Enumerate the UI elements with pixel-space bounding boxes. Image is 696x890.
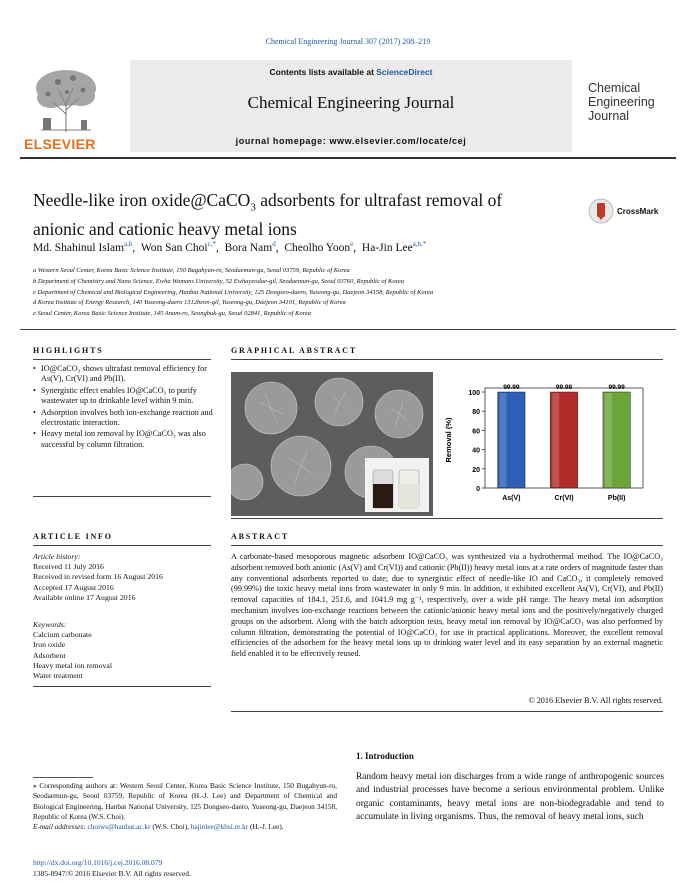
author-affil-marker[interactable]: a,b,* <box>412 240 427 248</box>
graphical-abstract-heading: GRAPHICAL ABSTRACT <box>231 346 357 355</box>
divider <box>231 518 663 519</box>
header-divider <box>20 157 676 159</box>
author-list: Md. Shahinul Islam$^{a,b}$, Won San Choi$^{c,*}$, Bora Nam$^d$, Cheolho Yoon$^e$, Ha-Jin Lee$^{a,b,*}$ <box>33 240 427 254</box>
bar-highlight <box>500 393 507 487</box>
highlights-list <box>33 364 213 451</box>
x-tick-label: As(V) <box>502 495 521 502</box>
highlight-item: • IO@CaCO₃ shows ultrafast removal efficiency for As(V), Cr(VI) and Pb(II). <box>33 364 213 385</box>
author-affil-marker[interactable]: a,b <box>124 240 133 248</box>
article-info-heading: ARTICLE INFO <box>33 532 113 541</box>
author-affil-marker[interactable]: e <box>350 240 354 248</box>
abstract-text: A carbonate-based mesoporous magnetic adsorbent IO@CaCO₃ was synthesized via a hydrothermal method. The IO@CaCO₃ adsorbent removed both anionic (As(V) and Cr(VI)) and cationic (Pb(II)) heavy metal ions at a rate orders of magnitude faster than any conventional adsorbents reported to date; due to synergistic effect of needle-like IO and CaCO₃, it completely removed (99.99%) the toxic heavy metal ions from wastewater in only 9 min. In addition, it exhibited excellent As(V), Cr(VI), and Pb(II) removal capacities of 184.1, 251.6, and 1041.9 mg g⁻¹, respectively, over a wide pH range. The heavy metal ion adsorption mechanism involves ion-exchange reactions between the cationic/anionic heavy metal ions and the positively/negatively charged groups on the adsorbent. Along with the batch adsorption tests, heavy metal ion removal by IO@CaCO₃ was also performed by column filtration, demonstrating the potential of IO@CaCO₃ for use in practical applications. Moreover, the excellent removal efficiencies of the adsorbent for the heavy metal ions up to drinking water level and its easy separation by an external magnetic field enabled it to be effectively reused. <box>231 552 663 659</box>
contents-prefix: Contents lists available at <box>269 67 377 77</box>
cover-title-line: Chemical <box>588 81 641 95</box>
history-label: Article history: <box>33 552 81 561</box>
y-axis-label: Removal (%) <box>444 417 453 463</box>
title-part: Needle-like iron oxide@CaCO <box>33 190 251 210</box>
highlight-item: • Heavy metal ion removal by IO@CaCO₃ was also successful by column filtration. <box>33 429 213 450</box>
journal-title: Chemical Engineering Journal <box>247 93 455 112</box>
cover-title-line: Journal <box>588 109 629 123</box>
cover-title-line: Engineering <box>588 95 655 109</box>
divider <box>231 711 663 712</box>
x-tick-label: Cr(VI) <box>554 495 574 502</box>
highlights-heading: HIGHLIGHTS <box>33 346 104 355</box>
y-tick-label: 0 <box>476 486 480 493</box>
divider <box>33 359 211 360</box>
bar-highlight <box>605 393 612 487</box>
abstract-copyright: © 2016 Elsevier B.V. All rights reserved. <box>528 696 663 705</box>
introduction-text: Random heavy metal ion discharges from a wide range of anthropogenic sources and industrial processes have become a serious environmental problem. Unlike organic contaminants, heavy metal ions are non-biodegradable and tend to accumulate in living organisms. Thus, the removal of heavy metal ions, such <box>356 772 664 823</box>
section-divider <box>20 329 676 330</box>
footnote-text: ⁎ Corresponding authors at: Western Seoul Center, Korea Basic Science Institute, 150 Bugahyun-ro, Seodaemun-gu, Seoul 03759, Republic of Korea (H.-J. Lee) and Department of Chemical and Biological Engineering, Hanbat National University, 125 Dongseo-daero, Yuseong-gu, Daejeon 34158, Republic of Korea (W.S. Choi). <box>33 781 337 821</box>
sem-micrograph-image[interactable] <box>231 372 433 516</box>
contents-available-line <box>130 67 572 77</box>
author-name[interactable]: Md. Shahinul Islam <box>33 241 125 254</box>
author-affil-marker[interactable]: c,* <box>207 240 216 248</box>
title-part: adsorbents for ultrafast removal of <box>255 190 503 210</box>
keyword-item: Adsorbent <box>33 650 66 660</box>
highlight-item: • Adsorption involves both ion-exchange reaction and electrostatic interaction. <box>33 408 213 429</box>
history-item: Received 11 July 2016 <box>33 562 104 572</box>
bar-data-label: 99.98 <box>555 384 573 392</box>
homepage-link[interactable]: www.elsevier.com/locate/cej <box>329 136 467 146</box>
affiliation-item: c Department of Chemical and Biological Engineering, Hanbat National University, 125 Dongseo-daero, Yuseong-gu, Daejeon 34158, Republic of Korea <box>33 288 434 296</box>
corresponding-author-footnote <box>33 781 337 832</box>
keywords-label: Keywords: <box>33 620 67 629</box>
y-tick-label: 80 <box>472 409 480 417</box>
author-name[interactable]: Cheolho Yoon <box>284 241 351 254</box>
email-label: E-mail addresses: <box>33 822 86 832</box>
divider <box>33 496 211 497</box>
history-item: Received in revised form 16 August 2016 <box>33 572 163 582</box>
crossmark-label: CrossMark <box>617 206 659 216</box>
email-owner: (H.-J. Lee). <box>249 822 284 832</box>
removal-bar-chart <box>437 380 663 510</box>
issn-line: 1385-8947/© 2016 Elsevier B.V. All rights reserved. <box>33 869 191 878</box>
history-item: Available online 17 August 2016 <box>33 592 136 602</box>
article-title <box>33 190 573 240</box>
email-link[interactable]: hajinlee@kbsi.re.kr <box>190 822 249 832</box>
author-affil-marker[interactable]: d <box>272 240 276 248</box>
divider <box>33 686 211 687</box>
keyword-item: Iron oxide <box>33 640 66 650</box>
affiliation-list <box>33 266 673 320</box>
y-tick-label: 40 <box>472 447 480 455</box>
journal-cover-title <box>588 81 655 123</box>
y-tick-label: 100 <box>468 390 480 397</box>
bar-data-label: 99.99 <box>503 384 520 392</box>
author-name[interactable]: Bora Nam <box>224 241 273 254</box>
footnote-divider <box>33 777 93 778</box>
publisher-wordmark: ELSEVIER <box>24 136 96 152</box>
keyword-item: Calcium carbonate <box>33 630 92 640</box>
crossmark-badge[interactable] <box>588 198 658 224</box>
y-tick-label: 20 <box>472 466 480 474</box>
keyword-item: Water treatment <box>33 671 83 681</box>
sciencedirect-link[interactable]: ScienceDirect <box>376 67 433 77</box>
y-tick-label: 60 <box>472 428 480 436</box>
divider <box>33 545 211 546</box>
introduction-heading: 1. Introduction <box>356 751 414 761</box>
journal-reference[interactable]: Chemical Engineering Journal 307 (2017) 208–219 <box>265 37 431 46</box>
keywords-list <box>33 620 223 681</box>
affiliation-item: d Korea Institute of Energy Research, 140 Yuseong-daero 1312beon-gil, Yuseong-gu, Daejeon 34101, Republic of Korea <box>33 299 346 307</box>
x-tick-label: Pb(II) <box>607 495 626 502</box>
journal-homepage <box>130 136 572 146</box>
email-link[interactable]: choiws@hanbat.ac.kr <box>87 822 151 832</box>
author-name[interactable]: Ha-Jin Lee <box>361 241 413 254</box>
bar-data-label: 99.99 <box>608 384 625 392</box>
email-owner: (W.S. Choi), <box>152 822 189 832</box>
bar-highlight <box>552 393 559 487</box>
abstract-heading: ABSTRACT <box>231 532 289 541</box>
highlight-item: • Synergistic effect enables IO@CaCO₃ to purify wastewater up to drinkable level within 9 min. <box>33 386 213 407</box>
doi-link[interactable]: http://dx.doi.org/10.1016/j.cej.2016.08.079 <box>33 858 163 867</box>
affiliation-item: b Department of Chemistry and Nano Science, Ewha Womans University, 52 Ewhayeodae-gil, Seodaemun-gu, Seoul 03760, Republic of Korea <box>33 277 405 285</box>
crossmark-icon <box>588 198 614 224</box>
article-history <box>33 552 223 603</box>
keyword-item: Heavy metal ion removal <box>33 660 113 670</box>
affiliation-item: a Western Seoul Center, Korea Basic Science Institute, 150 Bugahyun-ro, Seodaemun-gu, Seoul 03759, Republic of Korea <box>33 267 350 274</box>
title-subscript: 3 <box>250 201 256 214</box>
divider <box>231 359 663 360</box>
homepage-prefix: journal homepage: <box>235 136 330 146</box>
author-name[interactable]: Won San Choi <box>140 241 208 254</box>
affiliation-item: e Seoul Center, Korea Basic Science Institute, 145 Anam-ro, Seongbuk-gu, Seoul 02841, Republic of Korea <box>33 310 312 318</box>
history-item: Accepted 17 August 2016 <box>33 582 114 592</box>
title-part: anionic and cationic heavy metal ions <box>33 218 297 239</box>
divider <box>231 545 663 546</box>
